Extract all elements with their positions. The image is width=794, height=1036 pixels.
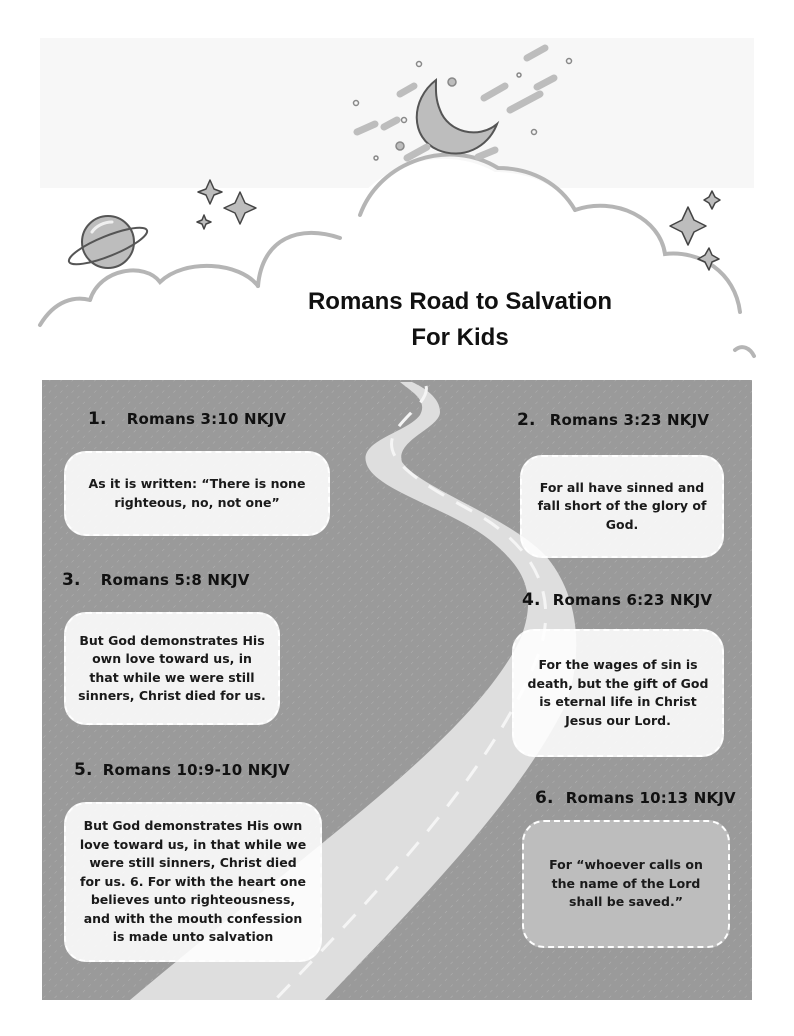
- step-3-number: 3.: [62, 570, 81, 590]
- step-5-reference: Romans 10:9-10 NKJV: [102, 761, 290, 779]
- step-5-number: 5.: [74, 760, 93, 780]
- step-1-verse: As it is written: “There is none righteous, no, not one”: [88, 476, 306, 510]
- page-title-line-2: For Kids: [411, 324, 509, 351]
- step-5-verse: But God demonstrates His own love toward us, in that while we were still sinners, Christ died for us. 6. For with the heart one believes unto righteousness, and with the mouth confession is made unto salvation: [79, 818, 307, 945]
- step-6-reference: Romans 10:13 NKJV: [565, 789, 736, 807]
- step-1-heading: [88, 409, 286, 429]
- step-6-heading: [535, 788, 736, 808]
- step-3-reference: Romans 5:8 NKJV: [100, 571, 250, 589]
- step-3-verse: But God demonstrates His own love toward us, in that while we were still sinners, Christ died for us.: [78, 632, 266, 703]
- step-3-verse-box: [64, 612, 280, 725]
- planet-icon: [65, 216, 150, 271]
- step-6-verse-box: [522, 820, 730, 948]
- step-4-number: 4.: [522, 590, 541, 610]
- step-2-reference: Romans 3:23 NKJV: [549, 411, 710, 429]
- sky-band: [40, 38, 754, 188]
- step-4-reference: Romans 6:23 NKJV: [552, 591, 713, 609]
- step-3-heading: [62, 570, 250, 590]
- step-1-verse-box: [64, 451, 330, 536]
- step-4-verse: For the wages of sin is death, but the gift of God is eternal life in Christ Jesus our Lord.: [527, 657, 709, 728]
- step-2-number: 2.: [517, 410, 536, 430]
- step-1-reference: Romans 3:10 NKJV: [126, 410, 287, 428]
- step-2-verse-box: [520, 455, 724, 558]
- step-6-verse: For “whoever calls on the name of the Lord shall be saved.”: [549, 857, 703, 910]
- step-2-verse: For all have sinned and fall short of the glory of God.: [537, 479, 707, 532]
- step-5-heading: [74, 760, 290, 780]
- step-4-heading: [522, 590, 712, 610]
- step-5-verse-box: [64, 802, 322, 962]
- step-1-number: 1.: [88, 409, 107, 429]
- step-4-verse-box: [512, 629, 724, 757]
- step-6-number: 6.: [535, 788, 554, 808]
- step-2-heading: [517, 410, 709, 430]
- page-title-line-1: Romans Road to Salvation: [307, 288, 613, 315]
